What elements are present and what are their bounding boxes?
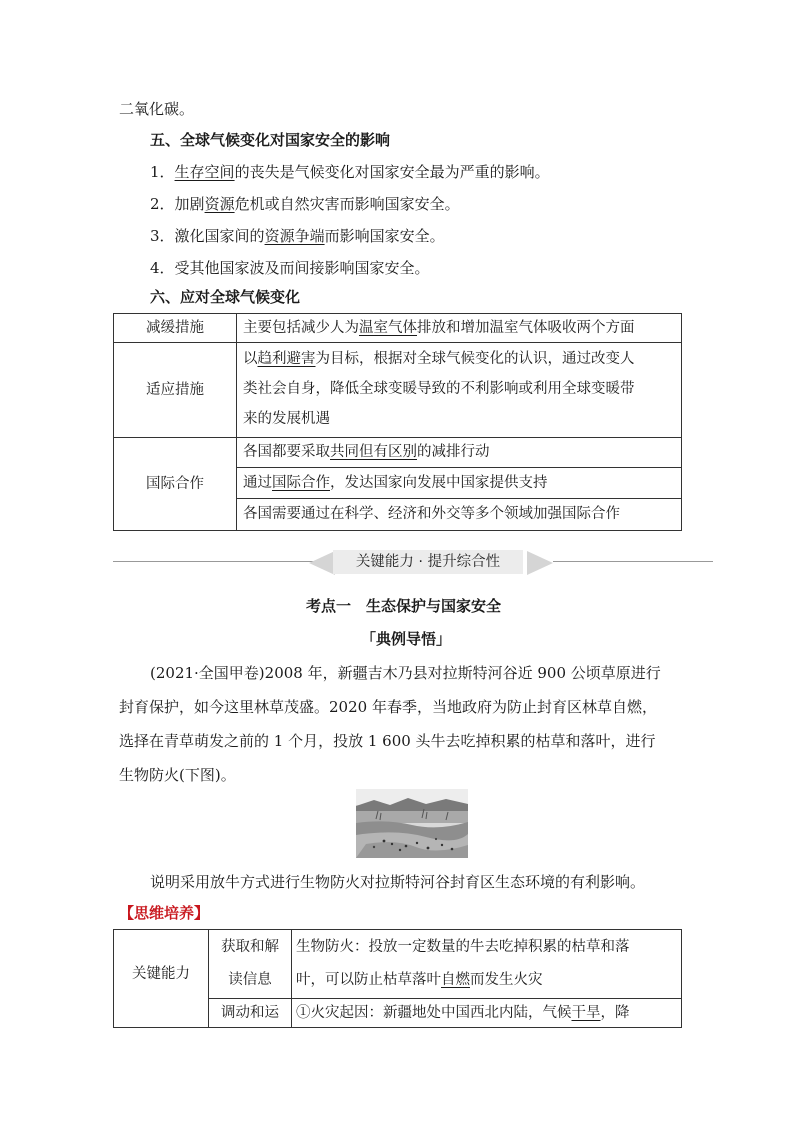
underlined-term: 自燃 bbox=[441, 972, 470, 988]
thinking-skills-table bbox=[113, 929, 682, 1028]
skill-content bbox=[292, 930, 682, 999]
skills-group-label: 关键能力 bbox=[114, 930, 209, 1028]
banner-wing-left bbox=[309, 551, 335, 575]
skill-label-line: 获取和解 bbox=[221, 939, 279, 955]
siwei-heading: 【思维培养】 bbox=[119, 904, 210, 922]
table-row bbox=[114, 314, 682, 343]
cell-text: ①火灾起因：新疆地处中国西北内陆，气候 bbox=[296, 1005, 572, 1021]
cell-text: 各国都要采取 bbox=[243, 444, 330, 460]
question-prompt: 说明采用放牛方式进行生物防火对拉斯特河谷封育区生态环境的有利影响。 bbox=[150, 873, 646, 891]
item-text: 加剧 bbox=[174, 195, 205, 213]
cell-text: 主要包括减少人为 bbox=[243, 320, 359, 336]
dianli-label: 「典例导悟」 bbox=[361, 630, 452, 648]
cell-text: 的减排行动 bbox=[417, 444, 490, 460]
cell-line: 生物防火：投放一定数量的牛去吃掉积累的枯草和落 bbox=[296, 939, 630, 955]
underlined-term: 国际合作 bbox=[272, 475, 330, 491]
row-content bbox=[237, 438, 682, 468]
table-row bbox=[114, 343, 682, 438]
climate-measures-table bbox=[113, 313, 682, 531]
banner-rule-left bbox=[113, 561, 339, 562]
item-text: 而影响国家安全。 bbox=[324, 227, 445, 245]
section5-heading: 五、全球气候变化对国家安全的影响 bbox=[150, 131, 391, 149]
row-content: 各国需要通过在科学、经济和外交等多个领域加强国际合作 bbox=[237, 499, 682, 531]
cell-line bbox=[296, 964, 677, 997]
question-line-3: 选择在青草萌发之前的 1 个月，投放 1 600 头牛去吃掉积累的枯草和落叶，进行 bbox=[119, 732, 656, 750]
row-label: 减缓措施 bbox=[114, 314, 237, 343]
intro-tail: 二氧化碳。 bbox=[119, 100, 195, 118]
item-text: 受其他国家波及而间接影响国家安全。 bbox=[174, 259, 430, 277]
banner-rule-right bbox=[553, 561, 713, 562]
item-number: 3． bbox=[150, 227, 175, 245]
item-text: 的丧失是气候变化对国家安全最为严重的影响。 bbox=[234, 163, 550, 181]
row-content bbox=[237, 343, 682, 438]
cell-line: 类社会自身，降低全球变暖导致的不利影响或利用全球变暖带 bbox=[243, 381, 635, 397]
section5-item-2 bbox=[150, 194, 460, 214]
item-number: 2． bbox=[150, 195, 175, 213]
kaodian-title: 考点一 生态保护与国家安全 bbox=[306, 597, 502, 615]
cell-text: 为目标，根据对全球气候变化的认识，通过改变人 bbox=[315, 351, 635, 367]
section6-heading: 六、应对全球气候变化 bbox=[150, 288, 301, 306]
banner-label: 关键能力 · 提升综合性 bbox=[333, 550, 523, 574]
cell-text: ，发达国家向发展中国家提供支持 bbox=[330, 475, 548, 491]
underlined-term: 资源 bbox=[204, 195, 235, 213]
row-label: 国际合作 bbox=[114, 438, 237, 531]
underlined-term: 共同但有区别 bbox=[330, 444, 417, 460]
section5-item-1 bbox=[150, 162, 550, 182]
banner-wing-right bbox=[527, 551, 553, 575]
skill-label: 调动和运 bbox=[209, 999, 292, 1028]
grassland-photo bbox=[356, 789, 468, 858]
cell-line: 来的发展机遇 bbox=[243, 411, 330, 427]
cell-text: 通过 bbox=[243, 475, 272, 491]
skill-label bbox=[209, 930, 292, 999]
item-number: 1． bbox=[150, 163, 175, 181]
item-number: 4． bbox=[150, 259, 175, 277]
underlined-term: 资源争端 bbox=[264, 227, 325, 245]
row-content bbox=[237, 314, 682, 343]
cell-line bbox=[243, 344, 675, 374]
grassland-photo-illustration bbox=[356, 789, 468, 858]
underlined-term: 生存空间 bbox=[174, 163, 235, 181]
item-text: 危机或自然灾害而影响国家安全。 bbox=[234, 195, 460, 213]
table-row bbox=[114, 438, 682, 468]
section-banner bbox=[113, 545, 713, 579]
section5-item-4 bbox=[150, 258, 430, 278]
item-text: 激化国家间的 bbox=[174, 227, 265, 245]
underlined-term: 趋利避害 bbox=[257, 351, 316, 367]
section5-item-3 bbox=[150, 226, 445, 246]
cell-text: 排放和增加温室气体吸收两个方面 bbox=[417, 320, 635, 336]
question-line-4: 生物防火(下图)。 bbox=[119, 766, 236, 784]
cell-text: 以 bbox=[243, 351, 258, 367]
underlined-term: 温室气体 bbox=[359, 320, 417, 336]
cell-text: ，降 bbox=[600, 1005, 630, 1021]
table-row bbox=[114, 930, 682, 999]
row-label: 适应措施 bbox=[114, 343, 237, 438]
cell-text: 叶，可以防止枯草落叶 bbox=[296, 972, 441, 988]
skill-content bbox=[292, 999, 682, 1028]
cell-text: 而发生火灾 bbox=[470, 972, 543, 988]
skill-label-line: 读信息 bbox=[228, 972, 272, 988]
row-content bbox=[237, 468, 682, 499]
question-line-1: (2021·全国甲卷)2008 年，新疆吉木乃县对拉斯特河谷近 900 公顷草原进行 bbox=[150, 664, 661, 682]
underlined-term: 干旱 bbox=[571, 1005, 601, 1021]
question-line-2: 封育保护，如今这里林草茂盛。2020 年春季，当地政府为防止封育区林草自燃， bbox=[119, 698, 657, 716]
